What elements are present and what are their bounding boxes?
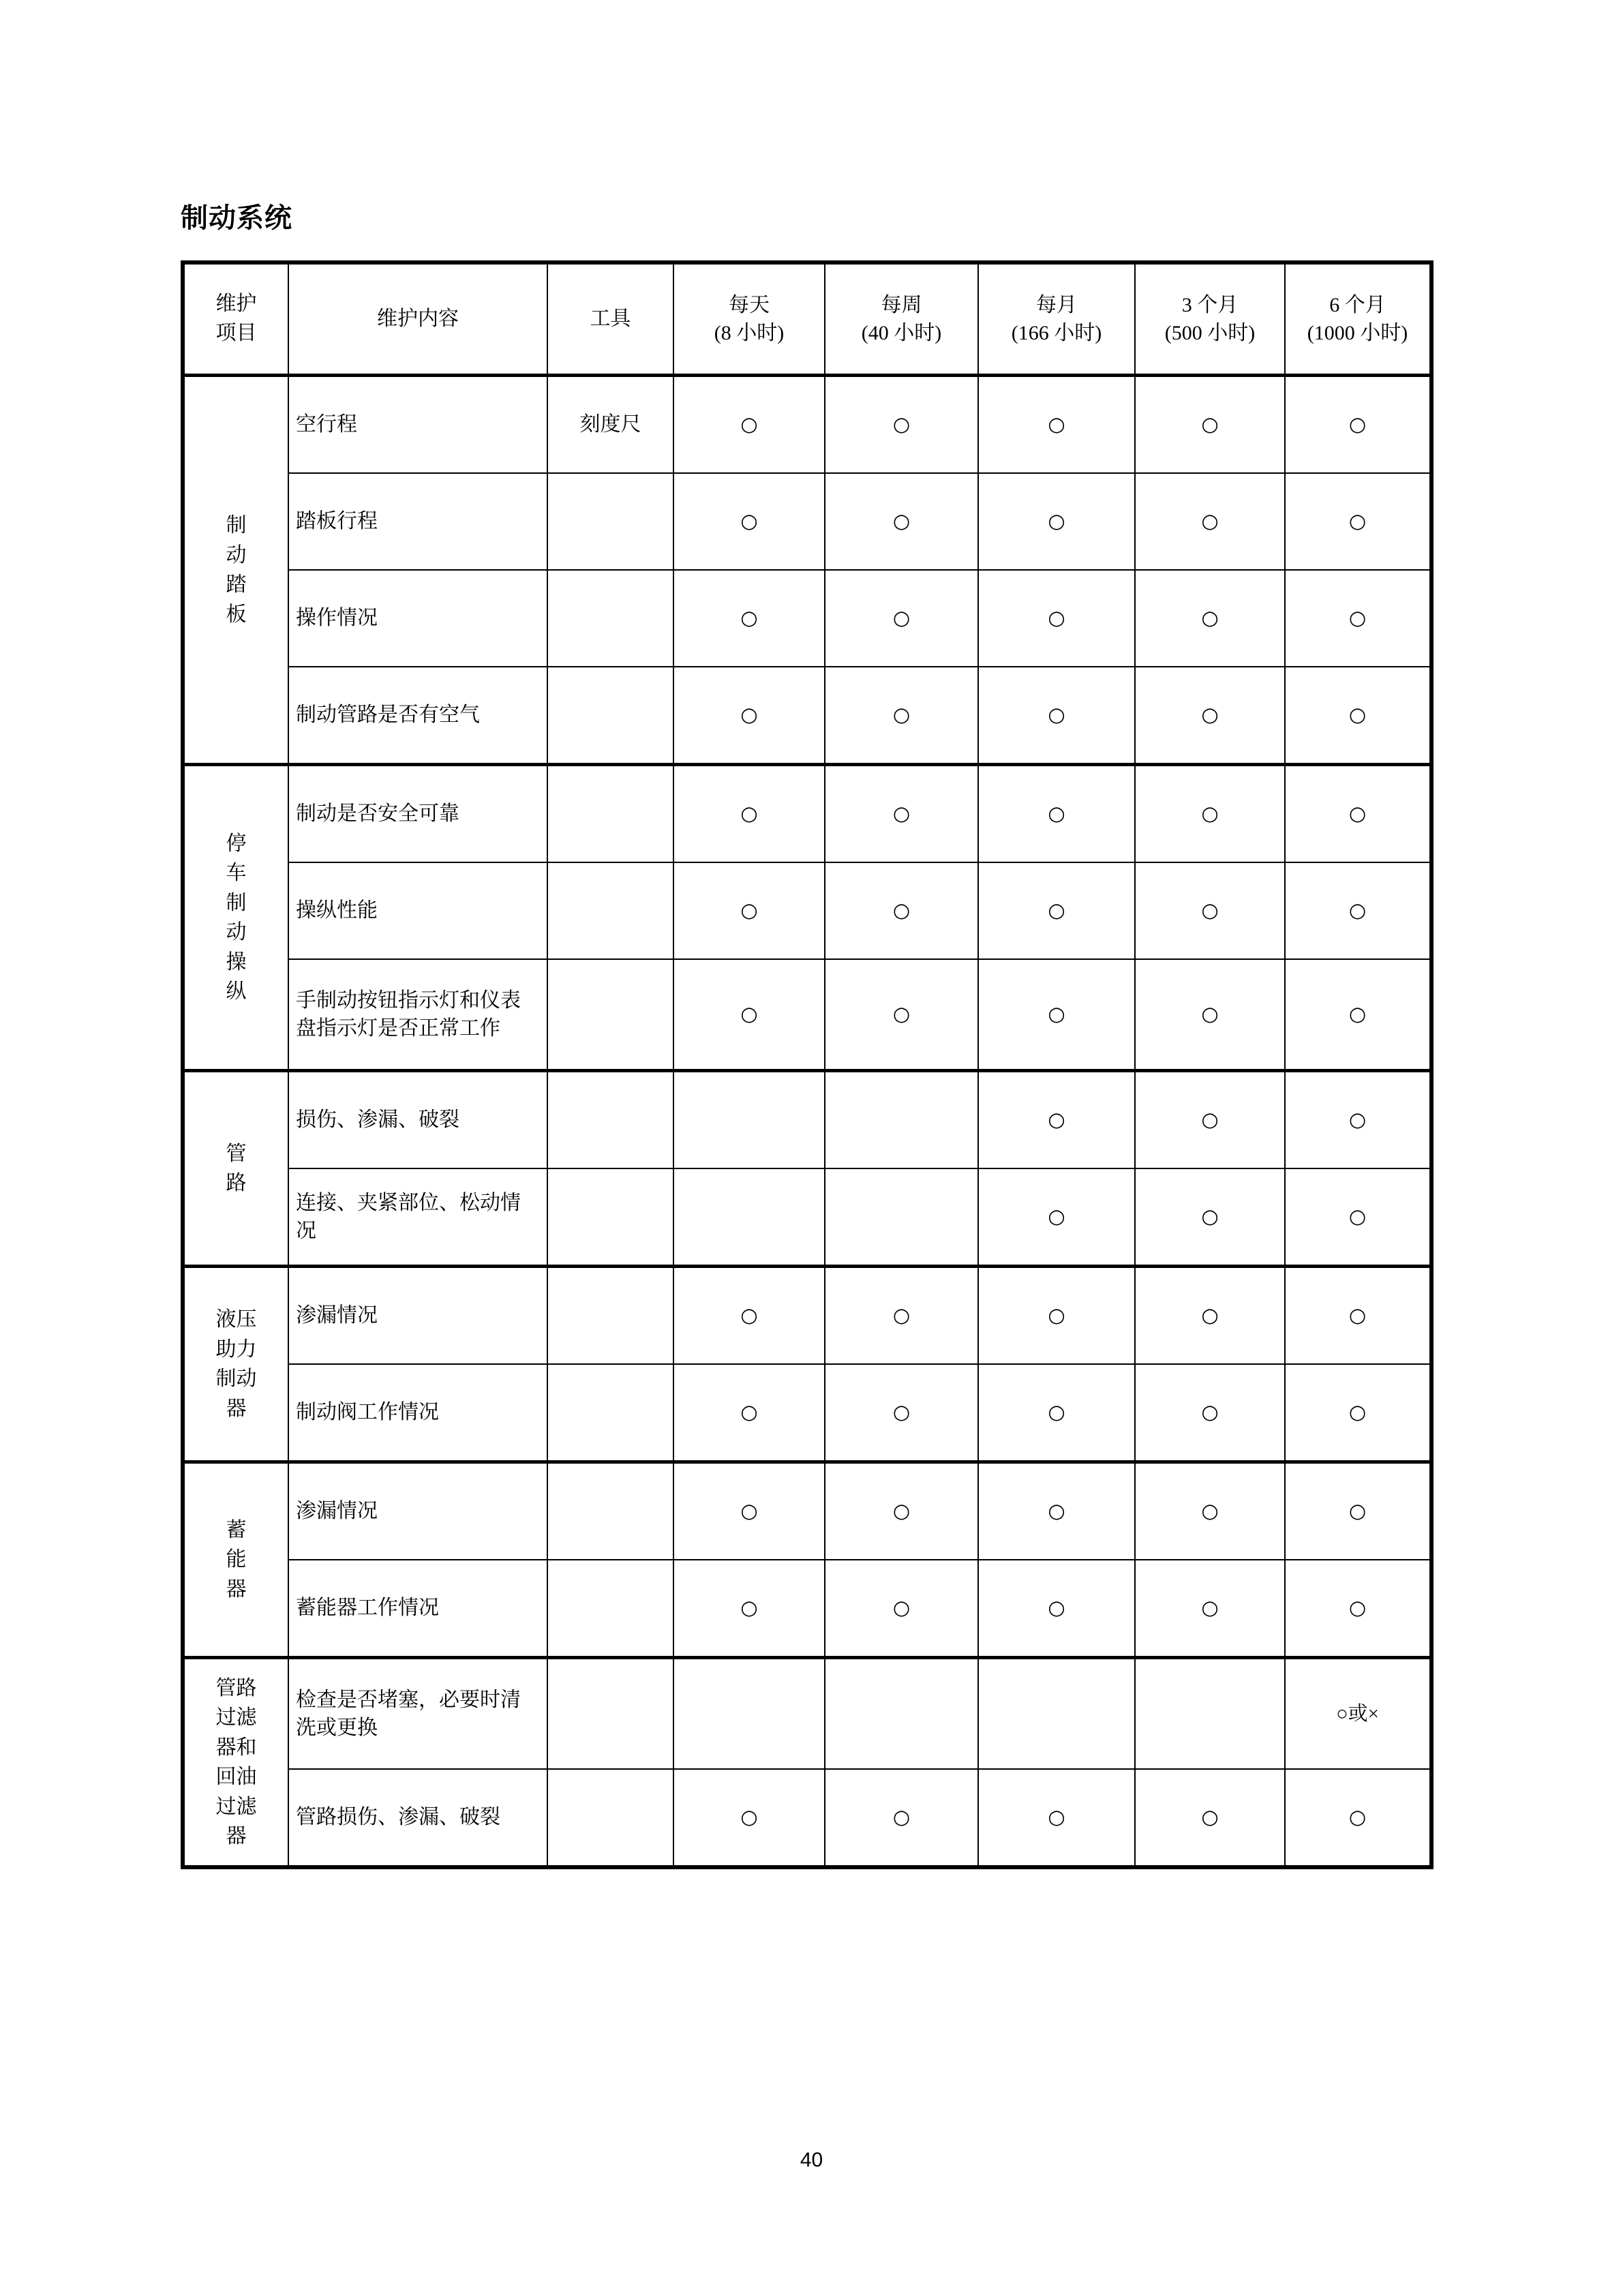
mark-circle-icon: ○ [740,509,758,533]
mark-circle-icon: ○ [1201,1400,1219,1424]
cell-maintenance-content: 手制动按钮指示灯和仪表盘指示灯是否正常工作 [288,959,547,1071]
mark-circle-icon: ○ [1201,1805,1219,1829]
page-number: 40 [800,2149,823,2171]
mark-circle-icon: ○ [1048,1205,1065,1228]
cell-maintenance-content: 空行程 [288,376,547,474]
cell-mark-period-5 [1285,959,1431,1071]
cell-mark-period-1 [673,1364,825,1462]
mark-circle-icon: ○ [740,1596,758,1620]
group-label-text: 管路过滤器和回油过滤器 [215,1676,257,1847]
header-period-main: 每天 [729,293,770,316]
cell-mark-period-5 [1285,667,1431,765]
cell-mark-period-2 [825,1267,978,1365]
header-period-main: 6 个月 [1329,293,1386,316]
cell-mark-period-3 [978,667,1135,765]
cell-mark-period-3 [978,959,1135,1071]
cell-mark-period-4 [1135,862,1285,959]
table-header-row [183,262,1431,376]
mark-circle-icon: ○ [1048,1596,1065,1620]
table-row [183,1769,1431,1867]
mark-circle-icon: ○ [1201,898,1219,922]
table-row [183,959,1431,1071]
cell-mark-period-5 [1285,1364,1431,1462]
cell-mark-period-3 [978,1658,1135,1770]
group-label-text: 蓄能器 [226,1518,247,1601]
cell-mark-period-1 [673,1267,825,1365]
table-row [183,765,1431,863]
cell-mark-period-4 [1135,376,1285,474]
mark-circle-icon: ○ [1348,898,1367,922]
mark-circle-icon: ○ [892,509,911,533]
cell-mark-period-4 [1135,667,1285,765]
table-row [183,376,1431,474]
header-period-main: 每月 [1036,293,1077,316]
table-row [183,862,1431,959]
table-row [183,1071,1431,1169]
mark-circle-icon: ○ [892,703,911,727]
cell-tool [547,1071,673,1169]
cell-mark-period-2 [825,570,978,667]
cell-tool [547,570,673,667]
cell-mark-period-5 [1285,473,1431,570]
mark-circle-icon: ○ [1201,1303,1219,1327]
header-cell-period-5 [1285,262,1431,376]
cell-tool [547,862,673,959]
mark-circle-icon: ○ [1348,1108,1367,1132]
table-row [183,1168,1431,1267]
mark-circle-icon: ○ [1348,1400,1367,1424]
cell-tool [547,1560,673,1658]
table-row [183,1462,1431,1560]
cell-mark-period-4 [1135,765,1285,863]
cell-mark-period-2 [825,1560,978,1658]
mark-circle-icon: ○ [740,412,758,436]
group-label-text: 液压助力制动器 [215,1308,257,1420]
mark-circle-icon: ○ [1048,1400,1065,1424]
group-label-text: 停车制动操纵 [226,832,247,1003]
cell-maintenance-content: 渗漏情况 [288,1462,547,1560]
cell-mark-period-3 [978,1267,1135,1365]
cell-mark-period-2 [825,862,978,959]
cell-mark-period-4 [1135,1769,1285,1867]
cell-mark-period-4 [1135,1364,1285,1462]
mark-circle-icon: ○ [1201,1205,1219,1228]
mark-circle-icon: ○ [740,1002,758,1026]
cell-mark-period-5 [1285,570,1431,667]
mark-circle-icon: ○ [1348,1596,1367,1620]
cell-mark-period-4 [1135,959,1285,1071]
mark-circle-icon: ○ [1048,802,1065,826]
mark-circle-icon: ○ [892,898,911,922]
cell-tool [547,1267,673,1365]
cell-mark-period-5 [1285,765,1431,863]
mark-circle-icon: ○ [1048,1805,1065,1829]
mark-circle-icon: ○ [1348,1205,1367,1228]
cell-mark-period-1 [673,1658,825,1770]
header-cell-period-4 [1135,262,1285,376]
mark-circle-icon: ○ [1048,1303,1065,1327]
cell-maintenance-content: 渗漏情况 [288,1267,547,1365]
mark-circle-icon: ○ [740,703,758,727]
cell-mark-period-1 [673,1071,825,1169]
cell-maintenance-content: 操纵性能 [288,862,547,959]
cell-tool [547,1168,673,1267]
mark-circle-icon: ○ [1348,802,1367,826]
header-cell-period-2 [825,262,978,376]
cell-mark-period-2 [825,1071,978,1169]
mark-circle-icon: ○ [740,1805,758,1829]
mark-circle-icon: ○ [892,606,911,630]
cell-mark-period-3 [978,1071,1135,1169]
cell-maintenance-content: 操作情况 [288,570,547,667]
table-row [183,1658,1431,1770]
mark-circle-icon: ○ [1348,412,1367,436]
cell-mark-period-1 [673,765,825,863]
cell-mark-period-4 [1135,1267,1285,1365]
table-row [183,570,1431,667]
group-label-2 [183,765,288,1071]
group-label-4 [183,1267,288,1462]
mark-circle-icon: ○ [740,1499,758,1523]
cell-maintenance-content: 制动阀工作情况 [288,1364,547,1462]
group-label-5 [183,1462,288,1658]
cell-mark-period-3 [978,1560,1135,1658]
cell-tool [547,959,673,1071]
section-title: 制动系统 [181,202,292,234]
cell-mark-period-4 [1135,570,1285,667]
header-cell-tool: 工具 [547,262,673,376]
cell-tool [547,667,673,765]
mark-circle-icon: ○ [1348,1499,1367,1523]
cell-mark-period-4 [1135,1071,1285,1169]
group-label-1 [183,376,288,765]
mark-circle-icon: ○ [892,802,911,826]
group-label-text: 制动踏板 [226,514,247,626]
maintenance-table [181,260,1434,1869]
mark-circle-icon: ○ [1201,509,1219,533]
mark-circle-icon: ○ [892,1002,911,1026]
mark-circle-icon: ○ [1201,703,1219,727]
cell-mark-period-3 [978,473,1135,570]
cell-tool [547,1462,673,1560]
table-row [183,667,1431,765]
mark-circle-icon: ○ [1048,412,1065,436]
mark-circle-icon: ○ [1201,412,1219,436]
cell-mark-period-1 [673,959,825,1071]
cell-mark-period-3 [978,1168,1135,1267]
mark-circle-icon: ○ [1348,1303,1367,1327]
cell-mark-period-1 [673,667,825,765]
table-row [183,1560,1431,1658]
mark-circle-icon: ○ [740,1303,758,1327]
mark-circle-icon: ○ [740,898,758,922]
mark-circle-icon: ○ [1048,703,1065,727]
mark-circle-icon: ○ [1048,1002,1065,1026]
cell-tool [547,765,673,863]
mark-circle-icon: ○ [1048,898,1065,922]
mark-circle-icon: ○ [740,1400,758,1424]
cell-maintenance-content: 制动是否安全可靠 [288,765,547,863]
mark-circle-icon: ○ [1201,1002,1219,1026]
cell-mark-period-4 [1135,1168,1285,1267]
cell-mark-period-1 [673,1462,825,1560]
cell-mark-period-5 [1285,376,1431,474]
cell-mark-period-5 [1285,1769,1431,1867]
header-cell-period-1 [673,262,825,376]
mark-circle-icon: ○ [892,1400,911,1424]
cell-mark-period-1 [673,862,825,959]
cell-mark-period-1 [673,473,825,570]
cell-mark-period-4 [1135,1560,1285,1658]
header-cell-period-3 [978,262,1135,376]
cell-mark-period-1 [673,1560,825,1658]
table-row [183,1364,1431,1462]
mark-circle-icon: ○ [1201,1596,1219,1620]
cell-mark-period-2 [825,376,978,474]
cell-maintenance-content: 蓄能器工作情况 [288,1560,547,1658]
cell-mark-period-5 [1285,1658,1431,1770]
table-row [183,1267,1431,1365]
mark-circle-icon: ○ [1348,703,1367,727]
cell-mark-period-2 [825,959,978,1071]
mark-circle-icon: ○ [892,1596,911,1620]
header-period-sub: (166 小时) [1011,322,1102,344]
cell-mark-period-4 [1135,1658,1285,1770]
cell-maintenance-content: 损伤、渗漏、破裂 [288,1071,547,1169]
cell-mark-period-5 [1285,1560,1431,1658]
cell-mark-period-5 [1285,1267,1431,1365]
mark-circle-icon: ○ [1201,802,1219,826]
mark-circle-or-cross: ○或× [1336,1703,1379,1725]
cell-maintenance-content: 连接、夹紧部位、松动情况 [288,1168,547,1267]
mark-circle-icon: ○ [1348,1002,1367,1026]
cell-mark-period-5 [1285,1071,1431,1169]
cell-maintenance-content: 检查是否堵塞，必要时清洗或更换 [288,1658,547,1770]
mark-circle-icon: ○ [1201,1499,1219,1523]
mark-circle-icon: ○ [1048,606,1065,630]
mark-circle-icon: ○ [1348,509,1367,533]
cell-mark-period-2 [825,667,978,765]
cell-maintenance-content: 制动管路是否有空气 [288,667,547,765]
cell-maintenance-content: 踏板行程 [288,473,547,570]
cell-tool [547,1769,673,1867]
mark-circle-icon: ○ [1201,1108,1219,1132]
cell-mark-period-2 [825,765,978,863]
mark-circle-icon: ○ [892,412,911,436]
cell-mark-period-1 [673,376,825,474]
header-period-sub: (500 小时) [1164,322,1256,344]
mark-circle-icon: ○ [1348,1805,1367,1829]
group-label-3 [183,1071,288,1267]
cell-mark-period-3 [978,1769,1135,1867]
cell-mark-period-5 [1285,862,1431,959]
cell-mark-period-3 [978,1364,1135,1462]
mark-circle-icon: ○ [740,802,758,826]
cell-mark-period-2 [825,1658,978,1770]
group-label-text: 管路 [226,1142,247,1194]
cell-tool: 刻度尺 [547,376,673,474]
cell-tool [547,1658,673,1770]
mark-circle-icon: ○ [740,606,758,630]
cell-mark-period-3 [978,862,1135,959]
header-period-sub: (8 小时) [714,322,785,344]
mark-circle-icon: ○ [1048,509,1065,533]
mark-circle-icon: ○ [1048,1499,1065,1523]
table-row [183,473,1431,570]
header-period-main: 每周 [881,293,922,316]
cell-mark-period-2 [825,1462,978,1560]
cell-mark-period-3 [978,570,1135,667]
cell-mark-period-2 [825,473,978,570]
cell-mark-period-4 [1135,1462,1285,1560]
cell-mark-period-3 [978,376,1135,474]
header-cell-item: 维护项目 [183,262,288,376]
cell-mark-period-1 [673,570,825,667]
mark-circle-icon: ○ [1048,1108,1065,1132]
cell-tool [547,473,673,570]
cell-maintenance-content: 管路损伤、渗漏、破裂 [288,1769,547,1867]
mark-circle-icon: ○ [892,1805,911,1829]
mark-circle-icon: ○ [1201,606,1219,630]
header-period-sub: (1000 小时) [1307,322,1408,344]
group-label-6 [183,1658,288,1868]
cell-mark-period-1 [673,1168,825,1267]
header-period-sub: (40 小时) [861,322,942,344]
cell-mark-period-2 [825,1168,978,1267]
cell-mark-period-1 [673,1769,825,1867]
mark-circle-icon: ○ [892,1303,911,1327]
mark-circle-icon: ○ [1348,606,1367,630]
mark-circle-icon: ○ [892,1499,911,1523]
cell-mark-period-3 [978,765,1135,863]
header-cell-content: 维护内容 [288,262,547,376]
cell-mark-period-4 [1135,473,1285,570]
cell-mark-period-5 [1285,1168,1431,1267]
cell-tool [547,1364,673,1462]
header-period-main: 3 个月 [1181,293,1239,316]
cell-mark-period-5 [1285,1462,1431,1560]
cell-mark-period-3 [978,1462,1135,1560]
maintenance-table-wrapper [181,260,1429,1869]
cell-mark-period-2 [825,1769,978,1867]
cell-mark-period-2 [825,1364,978,1462]
